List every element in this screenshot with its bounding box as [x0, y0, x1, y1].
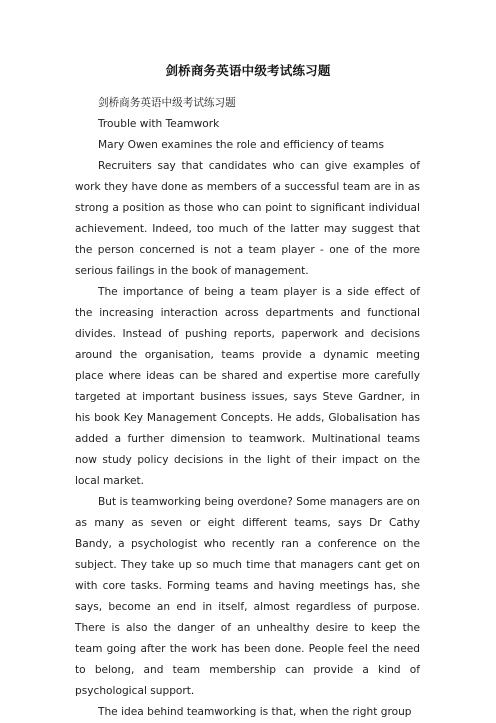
article-title: Trouble with Teamwork — [98, 118, 220, 130]
paragraph: The idea behind teamworking is that, when the right group — [98, 706, 412, 718]
document-title: 剑桥商务英语中级考试练习题 — [165, 63, 331, 78]
paragraph: The importance of being a team player is a side effect of the increasing interaction across departments and functional divides. Instead of pushing reports, paperwork and decisions around the organisation, teams provide a dynamic meeting place where ideas can be shared and expertise more carefully targeted at important business issues, says Steve Gardner, in his book Key Management Concepts. He adds, Globalisation has added a further dimension to teamwork. Multinational teams now study policy decisions in the light of their impact on the local market. — [75, 286, 420, 487]
paragraph: Recruiters say that candidates who can give examples of work they have done as members of a successful team are in as strong a position as those who can point to significant individual achievement. Indeed, too much of the latter may suggest that the person concerned is not a team player - one of the more serious failings in the book of management. — [75, 160, 420, 277]
paragraph: But is teamworking being overdone? Some managers are on as many as seven or eight different teams, says Dr Cathy Bandy, a psychologist who recently ran a conference on the subject. They take up so much time that managers cant get on with core tasks. Forming teams and having meetings has, she says, become an end in itself, almost regardless of purpose. There is also the danger of an unhealthy desire to keep the team going after the work has been done. People feel the need to belong, and team membership can provide a kind of psychological support. — [75, 496, 420, 697]
subheading: 剑桥商务英语中级考试练习题 — [98, 97, 236, 109]
byline: Mary Owen examines the role and efficiency of teams — [98, 139, 384, 151]
document-body — [75, 93, 420, 723]
